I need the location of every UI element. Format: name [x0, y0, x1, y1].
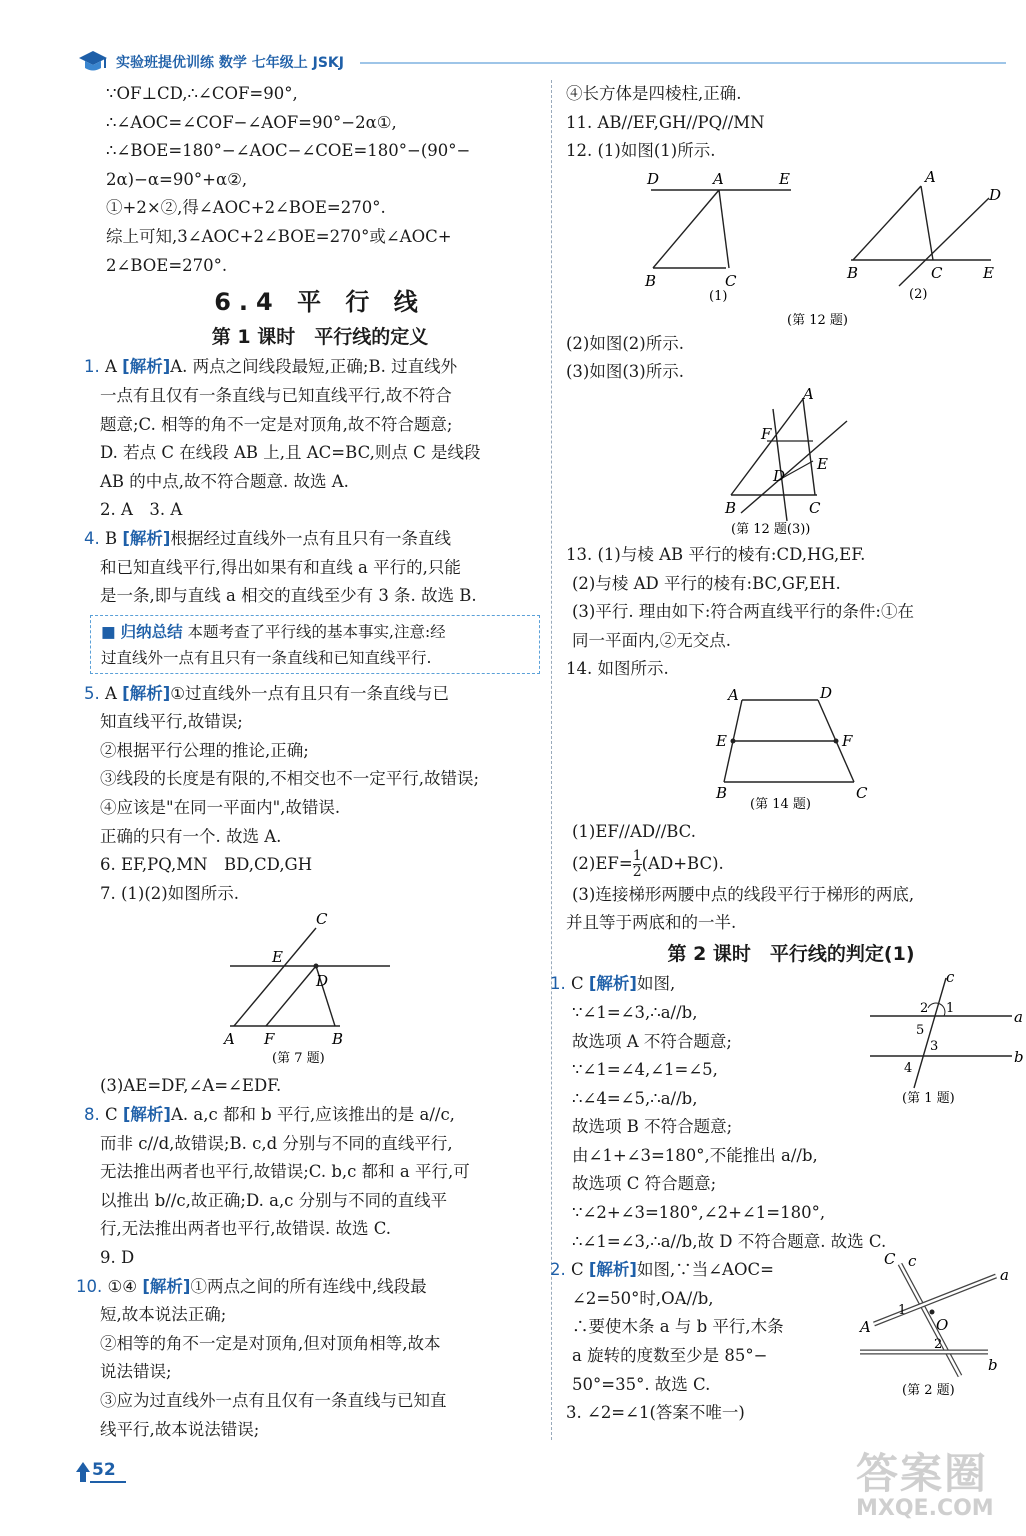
answer-7: 7. (1)(2)如图所示.	[100, 883, 239, 903]
svg-text:C: C	[856, 783, 868, 802]
svg-text:c: c	[946, 968, 955, 987]
figure-12-3	[711, 384, 871, 539]
practice-3: 3. ∠2=∠1(答案不唯一)	[566, 1403, 745, 1423]
answer-10: 10. ①④ [解析]①两点之间的所有连线中,线段最 短,故本说法正确; ②相等的角不一定是对顶角,但对顶角相等,故本 说法错误; ③应为过直线外一点有且仅有一条直线与已知直 线平行,故本说法错误;	[76, 1276, 447, 1439]
answer-2-3: 2. A 3. A	[100, 500, 183, 520]
lesson-title: 第 1 课时 平行线的定义	[211, 325, 429, 348]
practice-2: 2. C [解析]如图,∵当∠AOC= ∠2=50°时,OA//b, ∴要使木条 a 与 b 平行,木条 a 旋转的度数至少是 85°− 50°=35°. 故选 C. C c a A O b 1 2 (第 2 题)	[566, 1256, 1016, 1399]
svg-text:B: B	[725, 498, 737, 517]
section-title: 6.4 平 行 线	[214, 288, 426, 317]
watermark: 答案圈 MXQE.COM	[856, 1449, 994, 1521]
answer-4: 4. B [解析]根据经过直线外一点有且只有一条直线 和已知直线平行,得出如果有和直线 a 平行的,只能 是一条,即与直线 a 相交的直线至少有 3 条. 故选 B.	[84, 528, 477, 606]
text-line: ④长方体是四棱柱,正确.	[566, 84, 742, 103]
svg-text:(第 7 题): (第 7 题)	[272, 1051, 325, 1067]
answer-13: 13. (1)与棱 AB 平行的棱有:CD,HG,EF. (2)与棱 AD 平行的棱有:BC,GF,EH. (3)平行. 理由如下:符合两直线平行的条件:①在 同一平面内,②无交点.	[566, 544, 914, 650]
column-divider	[551, 80, 552, 1440]
svg-text:(第 12 题): (第 12 题)	[787, 312, 848, 328]
svg-text:D: D	[820, 683, 833, 702]
figure-12	[591, 167, 1002, 328]
svg-text:D: D	[647, 169, 660, 188]
figure-14	[706, 683, 876, 816]
svg-text:B: B	[847, 263, 859, 282]
question-number: 1.	[84, 357, 100, 377]
header-title: 实验班提优训练 数学 七年级上 JSKJ	[116, 55, 344, 71]
svg-text:a: a	[1014, 1008, 1023, 1027]
svg-text:O: O	[936, 1316, 949, 1335]
analysis-tag: [解析]	[122, 528, 171, 548]
summary-label: 归纳总结	[120, 622, 183, 641]
answer-8: 8. C [解析]A. a,c 都和 b 平行,应该推出的是 a//c, 而非 c//d,故错误;B. c,d 分别与不同的直线平行, 无法推出两者也平行,故错误;C. b,c 都和 a 平行,可 以推出 b//c,故正确;D. a,c 分别与不同的直线平 行,无法推出两者也平行,故错误. 故选 C.	[84, 1105, 470, 1239]
svg-text:1: 1	[898, 1303, 907, 1319]
svg-text:(1): (1)	[709, 288, 728, 304]
svg-text:(第 14 题): (第 14 题)	[750, 796, 811, 812]
svg-text:D: D	[773, 466, 786, 485]
svg-text:A: A	[860, 1318, 871, 1337]
text-line: 综上可知,3∠AOC+2∠BOE=270°或∠AOC+	[106, 226, 452, 246]
right-column	[550, 80, 1024, 1428]
text-line: 2α)−α=90°+α②,	[106, 169, 248, 189]
svg-text:F: F	[264, 1030, 275, 1049]
svg-text:2: 2	[934, 1337, 943, 1353]
svg-text:a: a	[1000, 1266, 1009, 1285]
svg-text:A: A	[925, 167, 936, 186]
svg-text:1: 1	[946, 1001, 955, 1017]
svg-text:D: D	[989, 185, 1002, 204]
svg-text:b: b	[1014, 1048, 1024, 1067]
svg-text:C: C	[725, 271, 737, 290]
answer-1: 1. A [解析]A. 两点之间线段最短,正确;B. 过直线外 一点有且仅有一条直线与已知直线平行,故不符合 题意;C. 相等的角不一定是对顶角,故不符合题意; D. 若点 C 在线段 AB 上,且 AC=BC,则点 C 是线段 AB 的中点,故不符合题意. 故选 A.	[84, 357, 481, 491]
analysis-tag: [解析]	[122, 683, 171, 703]
svg-text:F: F	[842, 731, 853, 750]
answer-12-2: (2)如图(2)所示.	[566, 333, 684, 353]
answer-11: 11. AB//EF,GH//PQ//MN	[566, 112, 765, 132]
svg-text:A: A	[803, 384, 814, 403]
svg-text:B: B	[332, 1030, 344, 1049]
answer-7-3: (3)AE=DF,∠A=∠EDF.	[100, 1076, 282, 1096]
text-line: ∵OF⊥CD,∴∠COF=90°,	[106, 84, 298, 103]
svg-text:C: C	[809, 498, 821, 517]
page-header	[78, 48, 1008, 76]
svg-text:E: E	[817, 454, 828, 473]
svg-text:(第 1 题): (第 1 题)	[902, 1091, 955, 1107]
svg-text:C: C	[931, 263, 943, 282]
text-line: ∴∠BOE=180°−∠AOC−∠COE=180°−(90°−	[106, 141, 471, 161]
svg-text:(第 12 题(3)): (第 12 题(3))	[731, 521, 811, 537]
figure-7	[220, 910, 420, 1070]
analysis-tag: [解析]	[122, 1105, 171, 1125]
answer-14-3: (3)连接梯形两腰中点的线段平行于梯形的两底, 并且等于两底和的一半.	[566, 884, 915, 933]
svg-text:2: 2	[920, 1001, 929, 1017]
answer-6: 6. EF,PQ,MN BD,CD,GH	[100, 855, 313, 875]
answer-14: 14. 如图所示.	[566, 659, 669, 679]
figure-p2	[856, 1252, 1016, 1402]
svg-text:A: A	[728, 685, 739, 704]
fraction: $\frac{1}{2}$	[632, 847, 642, 880]
analysis-tag: [解析]	[122, 357, 171, 377]
answer-5: 5. A [解析]①过直线外一点有且只有一条直线与已 知直线平行,故错误; ②根据平行公理的推论,正确; ③线段的长度是有限的,不相交也不一定平行,故错误; ④应该是"在同一平面内",故错误. 正确的只有一个. 故选 A.	[84, 683, 480, 846]
svg-text:A: A	[224, 1030, 235, 1049]
answer-12-3: (3)如图(3)所示.	[566, 362, 684, 382]
svg-text:C: C	[884, 1250, 896, 1269]
svg-text:3: 3	[930, 1039, 939, 1055]
header-rule	[360, 62, 1006, 64]
practice-1: 1. C [解析]如图, ∵∠1=∠3,∴a//b, 故选项 A 不符合题意; ∵∠1=∠4,∠1=∠5, ∴∠4=∠5,∴a//b, 故选项 B 不符合题意; 由∠1+∠3=180°,不能推出 a//b, 故选项 C 符合题意; ∵∠2+∠3=180°,∠2+∠1=180°, ∴∠1=∠3,∴a//b,故 D 不符合题意. 故选 C. a b c 2 1 5 3 4 (第 1 题)	[550, 968, 1024, 1251]
analysis-tag: [解析]	[588, 974, 637, 994]
answer-9: 9. D	[100, 1248, 135, 1267]
graduation-cap-icon	[78, 48, 108, 76]
svg-text:C: C	[316, 910, 328, 929]
analysis-tag: [解析]	[588, 1260, 637, 1280]
answer-14-1: (1)EF//AD//BC.	[572, 821, 696, 841]
svg-text:b: b	[988, 1356, 998, 1375]
svg-text:B: B	[645, 271, 657, 290]
svg-text:A: A	[713, 169, 724, 188]
answer-14-2: (2)EF= $\frac{1}{2}$ (AD+BC).	[572, 847, 724, 880]
analysis-tag: [解析]	[142, 1276, 191, 1296]
svg-text:4: 4	[904, 1061, 913, 1077]
svg-text:5: 5	[916, 1023, 925, 1039]
lesson-title: 第 2 课时 平行线的判定(1)	[667, 942, 915, 965]
answer-12-1: 12. (1)如图(1)所示.	[566, 141, 716, 161]
svg-text:E: E	[716, 731, 727, 750]
svg-text:F: F	[761, 424, 772, 443]
svg-text:(第 2 题): (第 2 题)	[902, 1383, 955, 1399]
svg-text:D: D	[316, 972, 329, 991]
svg-text:c: c	[908, 1252, 917, 1271]
text-line: ∴∠AOC=∠COF−∠AOF=90°−2α①,	[106, 112, 397, 132]
figure-p1	[864, 968, 1024, 1112]
text-line: 2∠BOE=270°.	[106, 255, 228, 275]
svg-text:E: E	[983, 263, 994, 282]
svg-text:E: E	[779, 169, 790, 188]
svg-text:E: E	[272, 948, 283, 967]
svg-text:B: B	[716, 783, 728, 802]
summary-box: ■ 归纳总结 本题考查了平行线的基本事实,注意:经 过直线外一点有且只有一条直线和已知直线平行.	[90, 615, 540, 674]
text-line: ①+2×②,得∠AOC+2∠BOE=270°.	[106, 198, 386, 218]
svg-text:(2): (2)	[909, 286, 928, 302]
summary-bullet-icon: ■	[101, 622, 121, 641]
left-column	[76, 80, 540, 1444]
page-number: 52	[76, 1458, 128, 1484]
